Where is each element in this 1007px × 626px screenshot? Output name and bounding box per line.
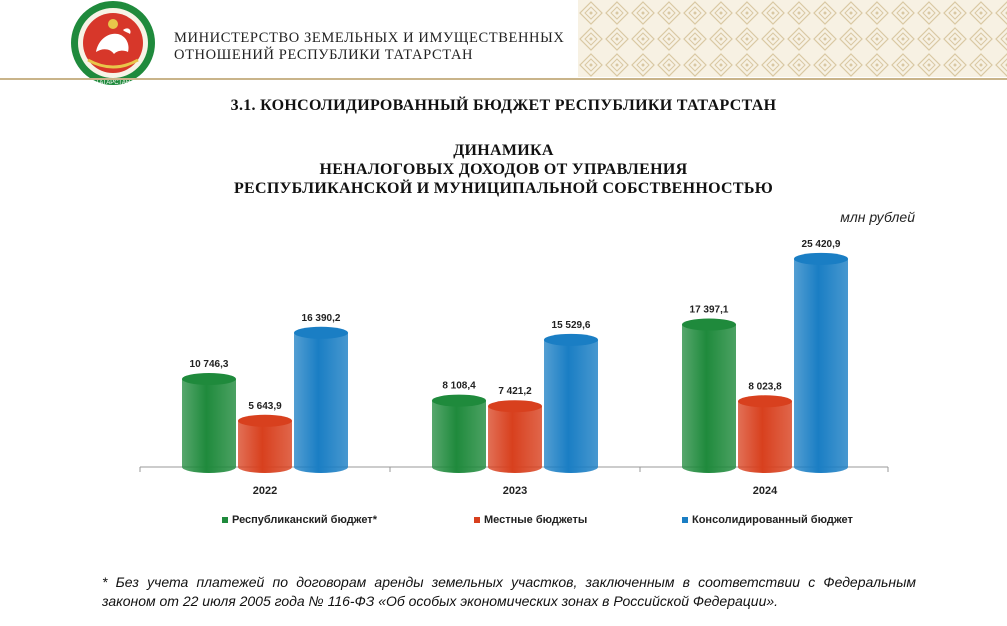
bar-cap — [738, 395, 792, 407]
ministry-line-1: МИНИСТЕРСТВО ЗЕМЕЛЬНЫХ И ИМУЩЕСТВЕННЫХ — [174, 30, 565, 46]
legend-item-consolidated — [682, 514, 853, 526]
bar-chart — [0, 230, 1007, 540]
legend-swatch-consolidated — [682, 517, 688, 523]
ministry-name — [174, 30, 564, 64]
x-tick-label: 2024 — [752, 485, 778, 497]
bar-cap — [682, 319, 736, 331]
bar — [738, 401, 792, 473]
bar — [488, 406, 542, 473]
data-label: 10 746,3 — [189, 359, 229, 371]
bar — [294, 333, 348, 473]
legend — [0, 514, 1007, 532]
data-label: 5 643,9 — [248, 400, 282, 412]
bar-cap — [432, 395, 486, 407]
legend-swatch-republican — [222, 517, 228, 523]
section-title: 3.1. КОНСОЛИДИРОВАННЫЙ БЮДЖЕТ РЕСПУБЛИКИ ТАТАРСТАН — [230, 97, 777, 114]
bar — [794, 259, 848, 473]
emblem-text: ТАТАРСТАН — [95, 80, 131, 86]
data-label: 15 529,6 — [551, 319, 591, 331]
x-tick-label: 2023 — [502, 485, 528, 497]
legend-label-local: Местные бюджеты — [484, 514, 588, 526]
header-divider — [0, 78, 1007, 80]
ministry-line-2: ОТНОШЕНИЙ РЕСПУБЛИКИ ТАТАРСТАН — [174, 47, 474, 63]
data-label: 8 023,8 — [748, 381, 782, 393]
bar-cap — [238, 415, 292, 427]
units-label: млн рублей — [840, 209, 915, 225]
footnote-line-2: законом от 22 июля 2005 года № 116-ФЗ «Об особых экономических зонах в Российской Федерации». — [102, 593, 779, 609]
bar-cap — [294, 327, 348, 339]
data-label: 25 420,9 — [801, 238, 841, 250]
chart-title — [0, 141, 1007, 198]
bar — [182, 379, 236, 473]
bar — [544, 340, 598, 473]
bar-cap — [794, 253, 848, 265]
bar-cap — [488, 400, 542, 412]
tatarstan-emblem — [68, 0, 158, 90]
bar-cap — [182, 373, 236, 385]
legend-swatch-local — [474, 517, 480, 523]
chart-title-line-1: ДИНАМИКА — [453, 142, 554, 159]
footnote — [102, 573, 916, 611]
legend-item-local — [474, 514, 587, 526]
bar — [432, 401, 486, 473]
bar — [238, 421, 292, 473]
x-tick-label: 2022 — [252, 485, 278, 497]
legend-label-republican: Республиканский бюджет* — [232, 514, 377, 526]
chart-title-line-3: РЕСПУБЛИКАНСКОЙ И МУНИЦИПАЛЬНОЙ СОБСТВЕННОСТЬЮ — [233, 180, 774, 197]
data-label: 7 421,2 — [498, 386, 532, 398]
bar — [682, 325, 736, 473]
data-label: 8 108,4 — [442, 380, 476, 392]
data-label: 17 397,1 — [689, 304, 729, 316]
data-label: 16 390,2 — [301, 312, 341, 324]
legend-item-republican — [222, 514, 377, 526]
ornament-pattern — [578, 0, 1007, 77]
header — [0, 0, 1007, 86]
chart-title-line-2: НЕНАЛОГОВЫХ ДОХОДОВ ОТ УПРАВЛЕНИЯ — [319, 161, 688, 178]
footnote-line-1: * Без учета платежей по договорам аренды земельных участков, заключенным в соответствии с Федеральным — [102, 574, 916, 590]
bar-cap — [544, 334, 598, 346]
legend-label-consolidated: Консолидированный бюджет — [692, 514, 853, 526]
